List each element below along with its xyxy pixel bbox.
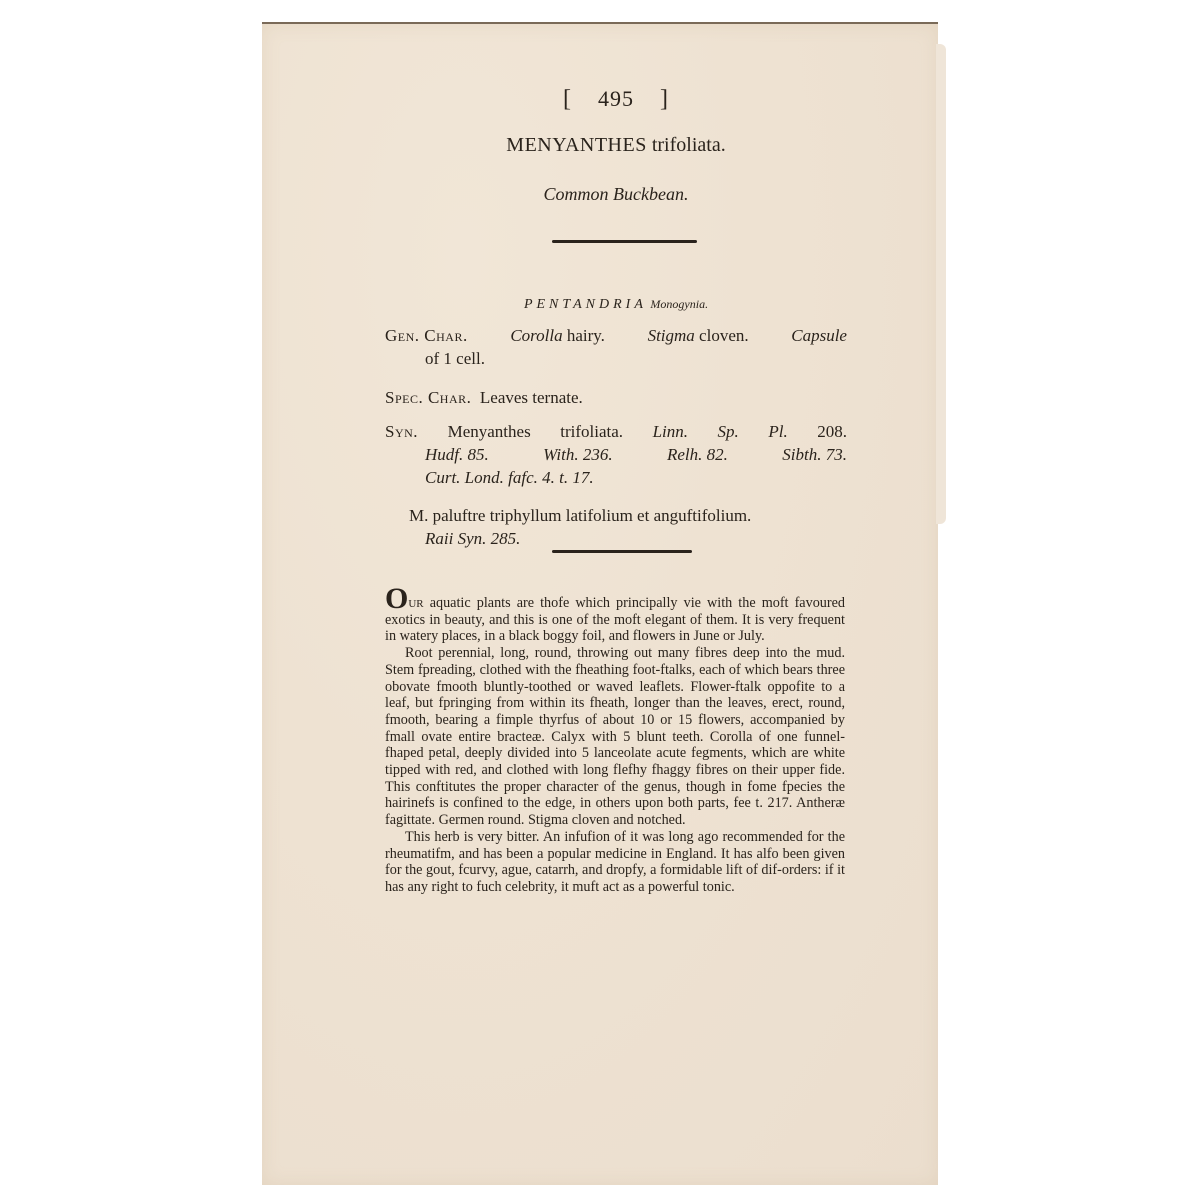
gen-char-stigma: Stigma xyxy=(647,326,695,345)
bracket-open: [ xyxy=(563,86,572,112)
syn-text: Menyanthes xyxy=(447,422,531,441)
bracket-close: ] xyxy=(660,86,669,112)
syn-ref: Sp. xyxy=(717,422,739,441)
gen-char-text: cloven. xyxy=(694,326,749,345)
syn-ref: Hudf. 85. xyxy=(425,445,489,464)
generic-character xyxy=(385,324,847,370)
synonym-ray xyxy=(385,504,847,550)
syn-ref-number: 208. xyxy=(817,422,847,441)
description-text xyxy=(385,582,845,896)
synonyms xyxy=(385,420,847,489)
paragraph-2: Root perennial, long, round, throwing out many fibres deep into the mud. Stem fpreading, clothed with the fheathing foot-ftalks, each of which bears three obovate fmooth bluntly-toothed or waved leaflets. Flower-ftalk oppofite to a leaf, but fpringing from within its fheath, longer than the leaves, erect, round, fmooth, bearing a fimple thyrfus of about 10 or 15 flowers, accompanied by fmall ovate entire bracteæ. Calyx with 5 blunt teeth. Corolla of one funnel-fhaped petal, deeply divided into 5 lanceolate acute fegments, which are white tipped with red, and clothed with long flefhy fhaggy fibres on their upper fide. This conftitutes the proper character of the genus, though in fome fpecies the hairinefs is confined to the edge, in others upon both parts, fee t. 217. Antheræ fagittate. Germen round. Stigma cloven and notched. xyxy=(385,645,845,829)
gen-char-line2: of 1 cell. xyxy=(425,349,485,368)
spec-char-label: Spec. Char. xyxy=(385,388,472,407)
syn-ref: Relh. 82. xyxy=(666,445,728,464)
paragraph-1 xyxy=(385,582,845,645)
page-number xyxy=(385,86,847,113)
drop-cap-rest: ur xyxy=(408,595,424,611)
page-number-value: 495 xyxy=(598,86,634,111)
divider-rule xyxy=(552,240,697,243)
species-name: trifoliata. xyxy=(651,134,726,156)
divider-rule xyxy=(552,550,692,553)
syn-alt-ref: Raii Syn. 285. xyxy=(425,529,521,548)
book-page xyxy=(262,22,938,1185)
classis: PENTANDRIA xyxy=(523,297,647,312)
gen-char-capsule: Capsule xyxy=(791,326,847,345)
syn-ref: Sibth. 73. xyxy=(782,445,847,464)
gen-char-label: Gen. Char. xyxy=(385,326,468,345)
paragraph-text: aquatic plants are thofe which principally vie with the moft favoured exotics in beauty, and this is one of the moft elegant of them. It is very frequent in watery places, in a black boggy foil, and flowers in June or July. xyxy=(385,595,845,645)
syn-ref: Curt. Lond. fafc. 4. t. 17. xyxy=(425,468,594,487)
common-name: Common Buckbean. xyxy=(543,184,689,204)
syn-ref: Pl. xyxy=(768,422,788,441)
species-title xyxy=(385,134,847,157)
syn-text: trifoliata. xyxy=(560,422,624,441)
syn-ref: Linn. xyxy=(652,422,688,441)
syn-alt-name: M. paluftre triphyllum latifolium et anguftifolium. xyxy=(409,506,752,525)
gen-char-text: hairy. xyxy=(562,326,605,345)
syn-ref: With. 236. xyxy=(543,445,613,464)
drop-cap: O xyxy=(385,582,409,615)
genus-name: MENYANTHES xyxy=(506,134,647,156)
gen-char-corolla: Corolla xyxy=(510,326,563,345)
specific-character xyxy=(385,386,847,409)
linnaean-class xyxy=(385,297,847,313)
ordo: Monogynia. xyxy=(650,297,709,311)
spec-char-text: Leaves ternate. xyxy=(479,388,583,407)
paragraph-3: This herb is very bitter. An infufion of it was long ago recommended for the rheumatifm, and has been a popular medicine in England. It has alfo been given for the gout, fcurvy, ague, catarrh, and dropfy, a formidable lift of dif-orders: if it has any right to fuch celebrity, it muft act as a powerful tonic. xyxy=(385,828,845,895)
syn-label: Syn. xyxy=(385,422,419,441)
